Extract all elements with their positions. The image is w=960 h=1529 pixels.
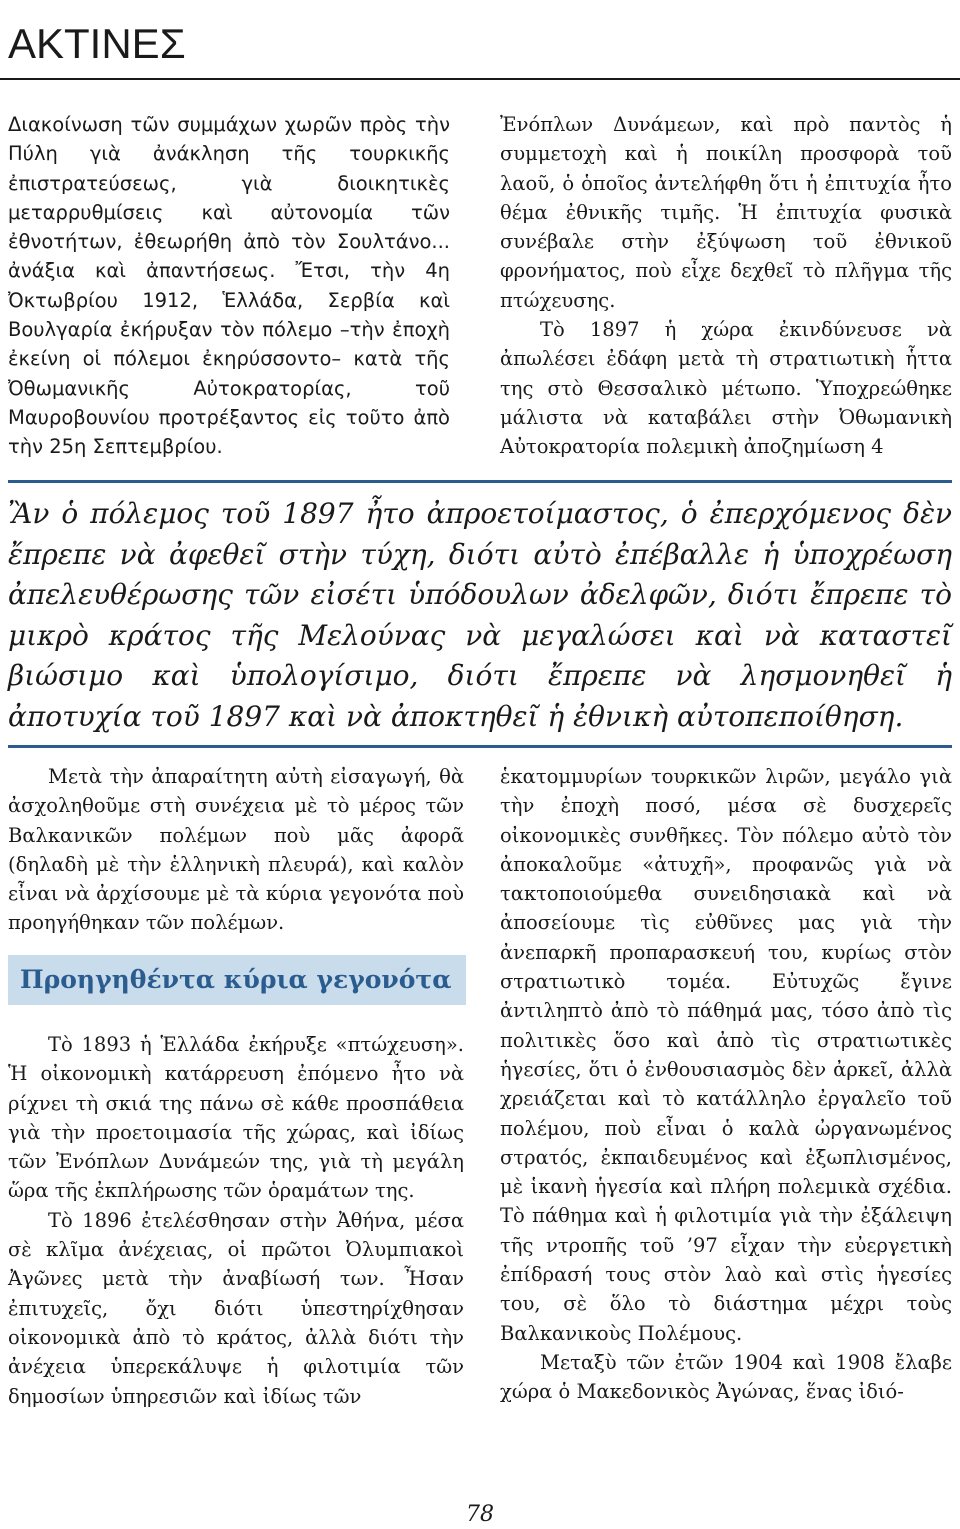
paragraph: Μεταξὺ τῶν ἐτῶν 1904 καὶ 1908 ἔλαβε χώρα ὁ Μακεδονικὸς Ἀγώνας, ἕνας ἰδιό- [500, 1350, 952, 1404]
paragraph: Τὸ 1893 ἡ Ἑλλάδα ἐκήρυξε «πτώχευση». Ἡ οἰκονομικὴ κατάρρευση ἐπόμενο ἦτο νὰ ρίχνει τὴ σκιά της πάνω σὲ κάθε προσπάθεια γιὰ τὴν προετοιμασία τῆς χώρας, καὶ ἰδίως τῶν Ἐνόπλων Δυνάμεών της, γιὰ τὴ μεγάλη ὥρα τῆς ἐκπλήρωσης τῶν ὁραμάτων της. [8, 1033, 464, 1203]
pull-quote-rule-top [8, 480, 952, 483]
paragraph: ἑκατομμυρίων τουρκικῶν λιρῶν, μεγάλο γιὰ τὴν ἐποχὴ ποσό, μέσα σὲ δυσχερεῖς οἰκονομικὲς συνθῆκες. Τὸν πόλεμο αὐτὸ τὸν ἀποκαλοῦμε «ἀτυχῆ», προφανῶς γιὰ νὰ τακτοποιούμεθα συνειδησιακὰ καὶ νὰ ἀποσείουμε τὶς εὐθῦνες μας γιὰ τὴν ἀνεπαρκῆ προπαρασκευή του, κυρίως στὸν στρατιωτικὸ τομέα. Εὐτυχῶς ἔγινε ἀντιληπτὸ ἀπὸ τὸ πάθημά μας, τόσο ἀπὸ τὶς πολιτικὲς ὅσο καὶ ἀπὸ τὶς στρατιωτικὲς ἡγεσίες, ὅτι ὁ ἐνθουσιασμὸς δὲν ἀρκεῖ, ἀλλὰ χρειάζεται καὶ τὸ κατάλληλο ἐργαλεῖο τοῦ πολέμου, ποὺ εἶναι ὁ καλὰ ὠργανωμένος στρατός, ἐκπαιδευμένος καὶ ἐξωπλισμένος, μὲ ἱκανὴ ἡγεσία καὶ πλήρη πολεμικὰ σχέδια. Τὸ πάθημα καὶ ἡ φιλοτιμία γιὰ τὴν ἐξάλειψη τῆς ντροπῆς τοῦ ’97 εἶχαν τὴν εὐεργετικὴ ἐπίδρασή τους στὸν λαὸ καὶ στὶς ἡγεσίες του, σὲ ὅλο τὸ διάστημα μέχρι τοὺς Βαλκανικοὺς Πολέμους. [500, 765, 952, 1345]
paragraph: Τὸ 1896 ἐτελέσθησαν στὴν Ἀθήνα, μέσα σὲ κλῖμα ἀνέχειας, οἱ πρῶτοι Ὀλυμπιακοὶ Ἀγῶνες μετὰ τὴν ἀναβίωσή των. Ἦσαν ἐπιτυχεῖς, ὄχι διότι ὑπεστηρίχθησαν οἰκονομικὰ ἀπὸ τὸ κράτος, ἀλλὰ διότι τὴν ἀνέχεια ὑπερεκάλυψε ἡ φιλοτιμία τῶν δημοσίων ὑπηρεσιῶν καὶ ἰδίως τῶν [8, 1208, 464, 1408]
bottom-right-column [500, 762, 952, 1407]
paragraph: Διακοίνωση τῶν συμμάχων χωρῶν πρὸς τὴν Πύλη γιὰ ἀνάκληση τῆς τουρκικῆς ἐπιστρατεύσεως, γιὰ διοικητικὲς μεταρρυθμίσεις καὶ αὐτονομία τῶν ἐθνοτήτων, ἐθεωρήθη ἀπὸ τὸν Σουλτάνο... ἀνάξια καὶ ἀπαντήσεως. Ἔτσι, τὴν 4η Ὀκτωβρίου 1912, Ἑλλάδα, Σερβία καὶ Βουλγαρία ἐκήρυξαν τὸν πόλεμο –τὴν ἐποχὴ ἐκείνη οἱ πόλεμοι ἐκηρύσσοντο– κατὰ τῆς Ὀθωμανικῆς Αὐτοκρατορίας, τοῦ Μαυροβουνίου προτρέξαντος εἰς τοῦτο ἀπὸ τὴν 25η Σεπτεμβρίου. [8, 113, 450, 459]
page-number: 78 [466, 1502, 494, 1527]
section-title: ΑΚΤΙΝΕΣ [8, 20, 186, 67]
bottom-left-column [8, 1030, 464, 1411]
pull-quote-rule-bottom [8, 745, 952, 748]
pull-quote: Ἂν ὁ πόλεμος τοῦ 1897 ἦτο ἀπροετοίμαστος, ὁ ἐπερχόμενος δὲν ἔπρεπε νὰ ἀφεθεῖ στὴν τύχη, διότι αὐτὸ ἐπέβαλλε ἡ ὑποχρέωση ἀπελευθέρωσης τῶν εἰσέτι ὑπόδουλων ἀδελφῶν, διότι ἔπρεπε τὸ μικρὸ κράτος τῆς Μελούνας νὰ μεγαλώσει καὶ νὰ καταστεῖ βιώσιμο καὶ ὑπολογίσιμο, διότι ἔπρεπε νὰ λησμονηθεῖ ἡ ἀποτυχία τοῦ 1897 καὶ νὰ ἀποκτηθεῖ ἡ ἐθνικὴ αὐτοπεποίθηση. [8, 497, 952, 733]
paragraph: Μετὰ τὴν ἀπαραίτητη αὐτὴ εἰσαγωγή, θὰ ἀσχοληθοῦμε στὴ συνέχεια μὲ τὸ μέρος τῶν Βαλκανικῶν πολέμων ποὺ μᾶς ἀφορᾶ (δηλαδὴ μὲ τὴν ἑλληνικὴ πλευρά), καὶ καλὸν εἶναι νὰ ἀρχίσουμε μὲ τὰ κύρια γεγονότα ποὺ προηγήθηκαν τῶν πολέμων. [8, 765, 464, 935]
subheading: Προηγηθέντα κύρια γεγονότα [8, 955, 466, 1005]
title-rule [0, 78, 960, 80]
paragraph: Τὸ 1897 ἡ χώρα ἐκινδύνευσε νὰ ἀπωλέσει ἐδάφη μετὰ τὴ στρατιωτικὴ ἧττα της στὸ Θεσσαλικὸ μέτωπο. Ὑποχρεώθηκε μάλιστα νὰ καταβάλει στὴν Ὀθωμανικὴ Αὐτοκρατορία πολεμικὴ ἀποζημίωση 4 [500, 318, 952, 459]
top-left-column [8, 110, 450, 462]
bottom-left-intro [8, 762, 464, 938]
top-right-column [500, 110, 952, 462]
paragraph: Ἐνόπλων Δυνάμεων, καὶ πρὸ παντὸς ἡ συμμετοχὴ καὶ ἡ ποικίλη προσφορὰ τοῦ λαοῦ, ὁ ὁποῖος ἀντελήφθη ὅτι ἡ ἐπιτυχία ἦτο θέμα ἐθνικῆς τιμῆς. Ἡ ἐπιτυχία φυσικὰ συνέβαλε στὴν ἐξύψωση τοῦ ἐθνικοῦ φρονήματος, ποὺ εἶχε δεχθεῖ τὸ πλῆγμα τῆς πτώχευσης. [500, 113, 952, 312]
